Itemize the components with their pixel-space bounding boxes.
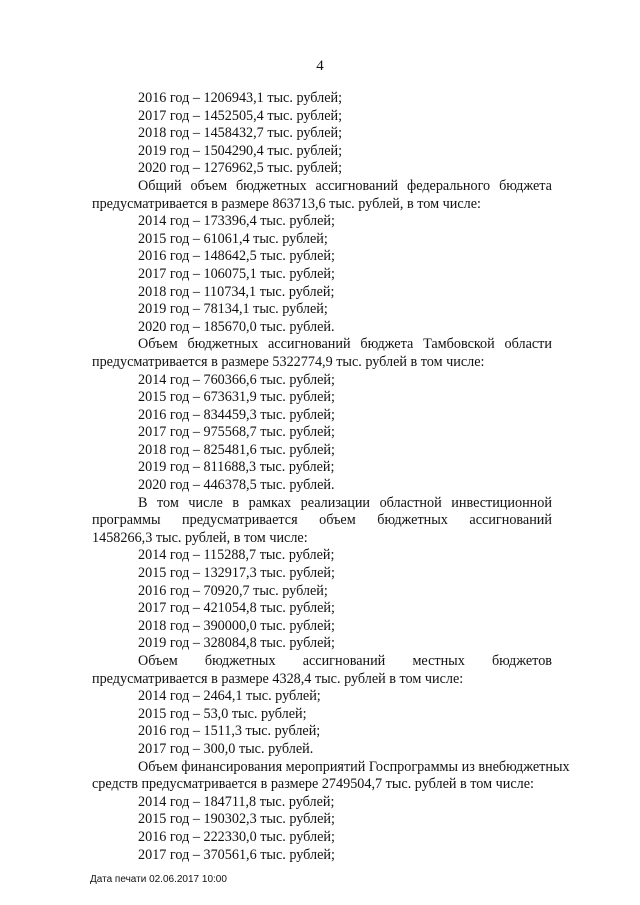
word: рамках: [248, 494, 292, 511]
paragraph-line: [92, 512, 552, 530]
word: том: [157, 494, 179, 511]
year-amount-item: 2020 год – 446378,5 тыс. рублей.: [138, 477, 335, 494]
year-amount-item: 2015 год – 132917,3 тыс. рублей;: [138, 565, 335, 582]
word: в: [232, 494, 240, 511]
word: ассигнований: [267, 336, 351, 353]
paragraph-line: средств предусматривается в размере 2749504,7 тыс. рублей в том числе:: [92, 776, 534, 793]
paragraph-line: [92, 653, 552, 671]
word: реализации: [300, 494, 371, 511]
year-amount-item: 2014 год – 115288,7 тыс. рублей;: [138, 547, 335, 564]
word: Тамбовской: [423, 336, 495, 353]
year-amount-item: 2019 год – 811688,3 тыс. рублей;: [138, 459, 335, 476]
year-amount-item: 2016 год – 1206943,1 тыс. рублей;: [138, 90, 343, 106]
word: В: [138, 494, 148, 511]
year-amount-item: 2014 год – 173396,4 тыс. рублей;: [138, 213, 335, 230]
year-amount-item: 2017 год – 300,0 тыс. рублей.: [138, 740, 314, 757]
year-amount-item: 2014 год – 184711,8 тыс. рублей;: [138, 793, 335, 810]
paragraph-line: предусматривается в размере 863713,6 тыс. рублей, в том числе:: [92, 195, 481, 212]
year-amount-item: 2015 год – 673631,9 тыс. рублей;: [138, 389, 335, 406]
page-number: 4: [316, 58, 324, 74]
word: предусматривается: [182, 512, 298, 529]
word: бюджета: [360, 336, 414, 353]
year-amount-item: 2017 год – 421054,8 тыс. рублей;: [138, 600, 335, 617]
year-amount-item: 2016 год – 222330,0 тыс. рублей;: [138, 828, 335, 845]
year-amount-item: 2016 год – 834459,3 тыс. рублей;: [138, 406, 335, 423]
year-amount-item: 2018 год – 390000,0 тыс. рублей;: [138, 617, 335, 634]
year-amount-item: 2017 год – 1452505,4 тыс. рублей;: [138, 107, 343, 124]
paragraph-line: [92, 178, 552, 196]
year-amount-item: 2015 год – 190302,3 тыс. рублей;: [138, 811, 335, 828]
paragraph-line: предусматривается в размере 5322774,9 тыс. рублей в том числе:: [92, 353, 485, 370]
year-amount-item: 2015 год – 61061,4 тыс. рублей;: [138, 230, 328, 247]
year-amount-item: 2019 год – 328084,8 тыс. рублей;: [138, 635, 335, 652]
word: Общий: [138, 177, 182, 194]
word: бюджетных: [377, 512, 448, 529]
year-amount-item: 2016 год – 70920,7 тыс. рублей;: [138, 582, 328, 599]
word: объем: [190, 177, 228, 194]
year-amount-item: 2015 год – 53,0 тыс. рублей;: [138, 705, 307, 722]
paragraph-line: предусматривается в размере 4328,4 тыс. рублей в том числе:: [92, 670, 464, 687]
year-amount-item: 2014 год – 2464,1 тыс. рублей;: [138, 688, 321, 705]
word: бюджетных: [204, 653, 276, 669]
paragraph-line: 1458266,3 тыс. рублей, в том числе:: [92, 529, 308, 546]
word: местных: [412, 653, 465, 669]
year-amount-item: 2014 год – 760366,6 тыс. рублей;: [138, 371, 335, 388]
paragraph-line: [92, 758, 570, 777]
year-amount-item: 2017 год – 106075,1 тыс. рублей;: [138, 265, 335, 282]
word: числе: [188, 494, 223, 511]
word: программы: [92, 512, 161, 529]
word: Объем финансирования мероприятий Госпрограммы из внебюджетных: [138, 758, 570, 775]
document-body: [92, 90, 570, 864]
word: Объем: [138, 653, 178, 669]
paragraph-line: [92, 495, 552, 513]
word: бюджетов: [491, 653, 552, 669]
year-amount-item: 2019 год – 1504290,4 тыс. рублей;: [138, 142, 343, 159]
year-amount-item: 2019 год – 78134,1 тыс. рублей;: [138, 301, 328, 318]
word: объем: [319, 512, 356, 529]
word: бюджета: [499, 177, 552, 194]
year-amount-item: 2018 год – 110734,1 тыс. рублей;: [138, 283, 335, 300]
paragraph-line: [92, 336, 552, 354]
year-amount-item: 2018 год – 1458432,7 тыс. рублей;: [138, 125, 343, 142]
year-amount-item: 2017 год – 975568,7 тыс. рублей;: [138, 424, 335, 441]
word: инвестиционной: [451, 494, 552, 511]
word: ассигнований: [302, 653, 386, 669]
print-date-footer: Дата печати 02.06.2017 10:00: [90, 874, 227, 885]
word: области: [504, 336, 552, 353]
year-amount-item: 2020 год – 185670,0 тыс. рублей.: [138, 318, 335, 335]
year-amount-item: 2020 год – 1276962,5 тыс. рублей;: [138, 160, 343, 177]
word: ассигнований: [315, 177, 399, 194]
word: бюджетных: [235, 177, 307, 194]
word: областной: [379, 494, 442, 511]
word: федерального: [407, 177, 491, 194]
word: бюджетных: [187, 336, 259, 353]
year-amount-item: 2018 год – 825481,6 тыс. рублей;: [138, 441, 335, 458]
year-amount-item: 2016 год – 1511,3 тыс. рублей;: [138, 723, 321, 740]
year-amount-item: 2016 год – 148642,5 тыс. рублей;: [138, 248, 335, 265]
word: ассигнований: [469, 512, 552, 529]
word: Объем: [138, 336, 178, 353]
year-amount-item: 2017 год – 370561,6 тыс. рублей;: [138, 846, 335, 863]
